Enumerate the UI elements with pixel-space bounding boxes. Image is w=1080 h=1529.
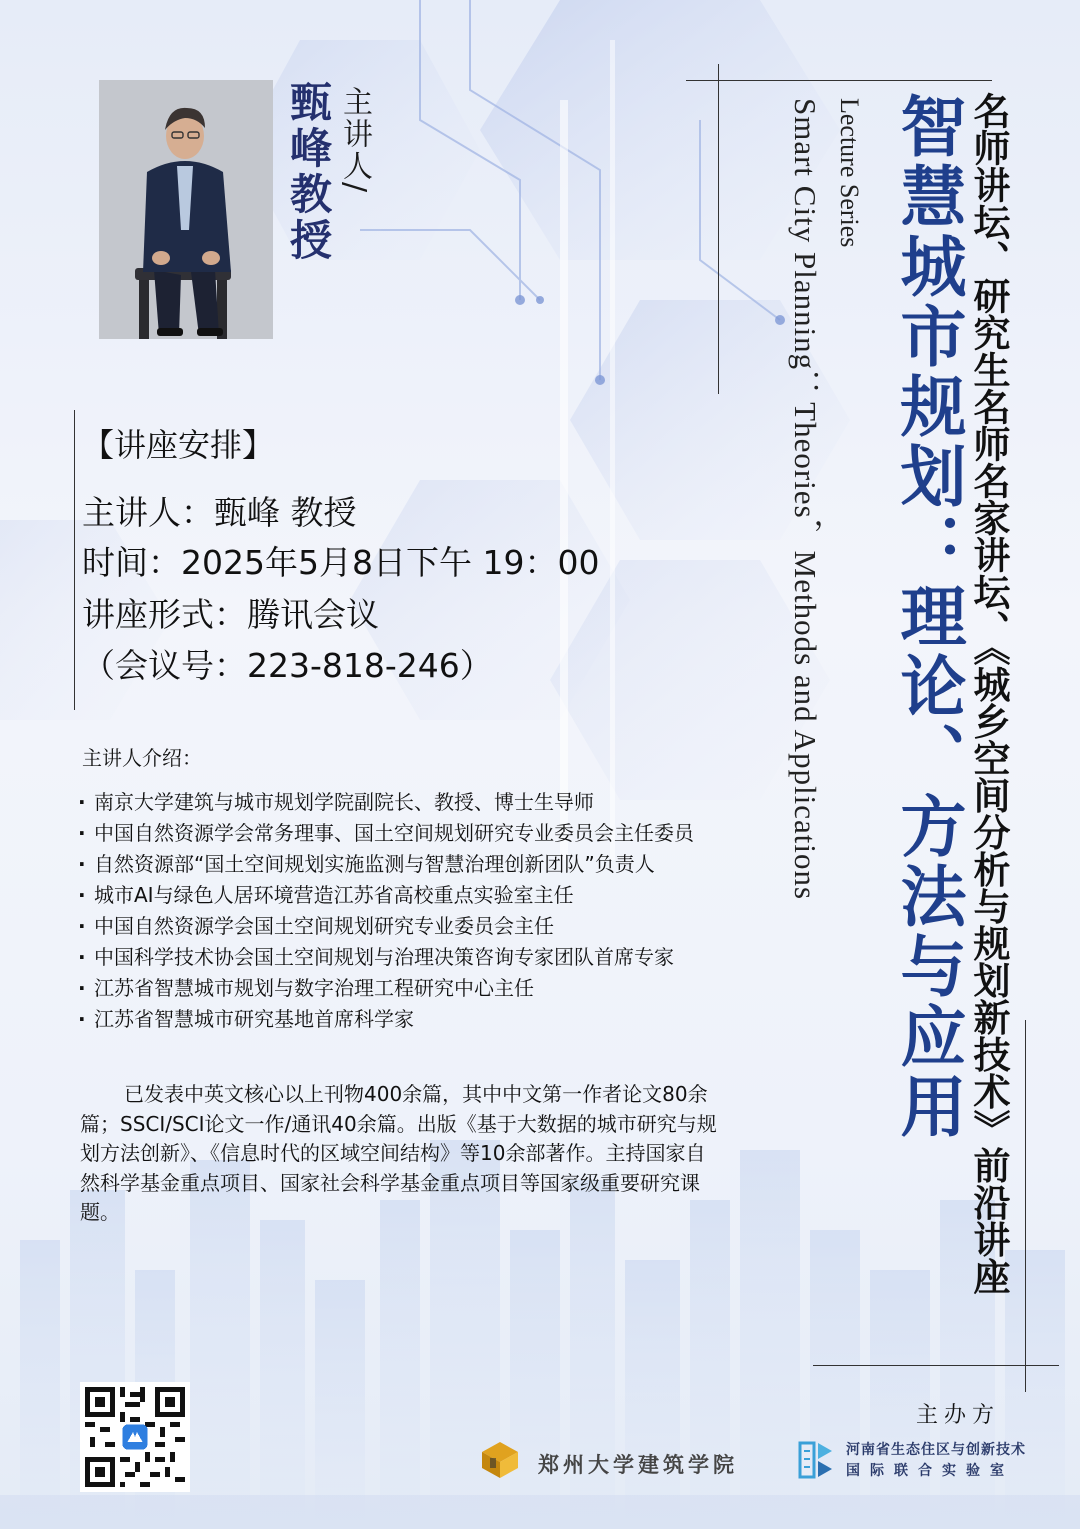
zzu-architecture-logo-icon [480,1440,520,1480]
schedule-time: 时间：2025年5月8日下午 19：00 [82,543,600,582]
bottom-divider-line [813,1365,1059,1366]
series-title: 名师讲坛、研究生名师名家讲坛、《城乡空间分析与规划新技术》前沿讲座 [967,92,1010,1295]
title-vertical-line [718,64,719,394]
schedule-format: 讲座形式：腾讯会议 [82,595,379,634]
lab-logo-icon [794,1437,838,1481]
right-vertical-line [1025,1020,1026,1392]
main-title: 智慧城市规划：理论、方法与应用 [889,92,966,1142]
host-org-1: 郑州大学建筑学院 [538,1452,738,1477]
speaker-bio: 已发表中英文核心以上刊物400余篇，其中中文第一作者论文80余篇；SSCI/SCI论文一作/通讯40余篇。出版《基于大数据的城市研究与规划方法创新》、《信息时代的区域空间结构》等10余部著作。主持国家自然科学基金重点项目、国家社会科学基金重点项目等国家级重要研究课题。 [80,1082,717,1224]
list-item: · 中国自然资源学会常务理事、国土空间规划研究专业委员会主任委员 [78,818,694,849]
english-title: Smart City Planning：Theories，Methods and Applications [788,98,823,901]
list-item: · 江苏省智慧城市研究基地首席科学家 [78,1004,694,1035]
list-item: · 中国自然资源学会国土空间规划研究专业委员会主任 [78,911,694,942]
speaker-photo [99,80,273,339]
list-item: · 江苏省智慧城市规划与数字治理工程研究中心主任 [78,973,694,1004]
qr-code-icon [80,1382,190,1492]
host-org-2-line2: 国际联合实验室 [846,1463,1014,1479]
schedule-heading: 【讲座安排】 [82,426,275,464]
speaker-label: 主讲人/ [337,86,372,195]
host-org-2-line1: 河南省生态住区与创新技术 [846,1442,1026,1458]
info-vertical-line [74,410,75,710]
list-item: · 南京大学建筑与城市规划学院副院长、教授、博士生导师 [78,787,694,818]
list-item: · 中国科学技术协会国土空间规划与治理决策咨询专家团队首席专家 [78,942,694,973]
list-item: · 城市AI与绿色人居环境营造江苏省高校重点实验室主任 [78,880,694,911]
schedule-speaker: 主讲人：甄峰 教授 [82,493,357,532]
speaker-name: 甄峰教授 [284,80,333,264]
title-top-line [686,80,992,81]
intro-title: 主讲人介绍： [82,746,202,770]
schedule-meeting-id: （会议号：223-818-246） [82,646,493,685]
intro-list [78,787,694,1035]
english-series-label: Lecture Series [835,98,864,248]
list-item: · 自然资源部“国土空间规划实施监测与智慧治理创新团队”负责人 [78,849,694,880]
host-label: 主办方 [916,1403,1001,1428]
